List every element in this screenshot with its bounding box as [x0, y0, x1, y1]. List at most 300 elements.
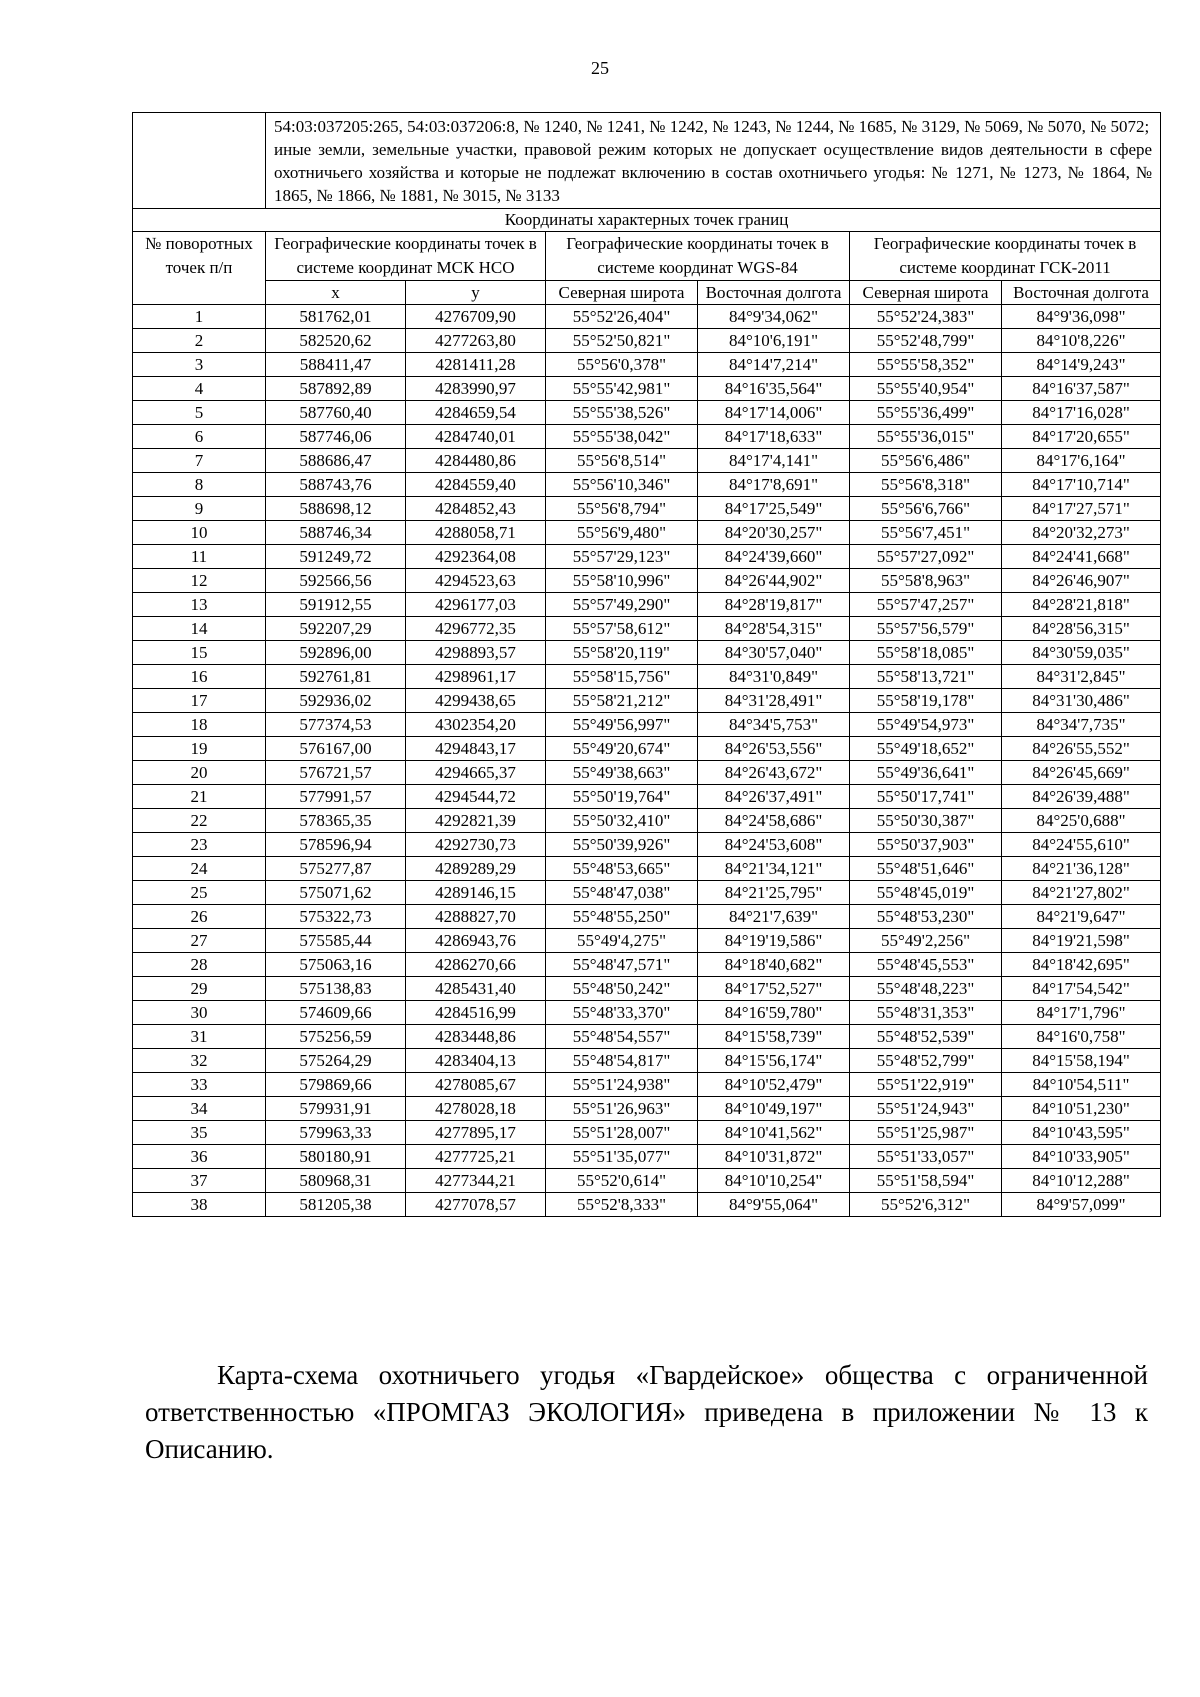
cell-msk-y: 4284740,01	[406, 425, 546, 449]
cell-point-number: 6	[133, 425, 266, 449]
cell-msk-y: 4298893,57	[406, 641, 546, 665]
table-row	[133, 425, 1161, 449]
cell-wgs-latitude: 55°56'9,480"	[546, 521, 698, 545]
cell-wgs-longitude: 84°30'57,040"	[698, 641, 850, 665]
cell-wgs-longitude: 84°26'44,902"	[698, 569, 850, 593]
cell-msk-y: 4296772,35	[406, 617, 546, 641]
cell-msk-y: 4276709,90	[406, 305, 546, 329]
header-row	[133, 232, 1161, 281]
cell-point-number: 23	[133, 833, 266, 857]
cell-wgs-latitude: 55°57'29,123"	[546, 545, 698, 569]
cell-gsk-latitude: 55°49'36,641"	[850, 761, 1002, 785]
cell-msk-y: 4286943,76	[406, 929, 546, 953]
cell-msk-x: 588698,12	[266, 497, 406, 521]
cell-gsk-longitude: 84°10'8,226"	[1002, 329, 1161, 353]
cell-msk-x: 582520,62	[266, 329, 406, 353]
cell-wgs-longitude: 84°17'25,549"	[698, 497, 850, 521]
cell-gsk-longitude: 84°26'45,669"	[1002, 761, 1161, 785]
cell-gsk-longitude: 84°26'55,552"	[1002, 737, 1161, 761]
cell-msk-x: 574609,66	[266, 1001, 406, 1025]
cell-point-number: 2	[133, 329, 266, 353]
cell-msk-x: 575277,87	[266, 857, 406, 881]
table-row	[133, 617, 1161, 641]
cell-wgs-longitude: 84°24'39,660"	[698, 545, 850, 569]
table-row	[133, 521, 1161, 545]
cell-point-number: 18	[133, 713, 266, 737]
cell-msk-x: 581762,01	[266, 305, 406, 329]
cell-msk-x: 579963,33	[266, 1121, 406, 1145]
header-x: х	[266, 281, 406, 305]
cell-msk-y: 4277263,80	[406, 329, 546, 353]
table-row	[133, 1097, 1161, 1121]
header-wgs-latitude: Северная широта	[546, 281, 698, 305]
cell-msk-x: 576721,57	[266, 761, 406, 785]
cell-wgs-longitude: 84°17'8,691"	[698, 473, 850, 497]
info-line-other-lands: иные земли, земельные участки, правовой режим которых не допускает осуществление видов деятельности в сфере охотничьего хозяйства и которые не подлежат включению в состав охотничьего угодья: № 1271, № 1273, № 1864, № 1865, № 1866, № 1881, № 3015, № 3133	[274, 140, 1153, 205]
cell-gsk-longitude: 84°17'1,796"	[1002, 1001, 1161, 1025]
header-wgs84: Географические координаты точек в системе координат WGS-84	[546, 232, 850, 281]
cell-gsk-longitude: 84°21'36,128"	[1002, 857, 1161, 881]
cell-gsk-latitude: 55°51'25,987"	[850, 1121, 1002, 1145]
cell-gsk-longitude: 84°30'59,035"	[1002, 641, 1161, 665]
table-row	[133, 761, 1161, 785]
cell-point-number: 21	[133, 785, 266, 809]
cell-msk-y: 4277344,21	[406, 1169, 546, 1193]
cell-point-number: 10	[133, 521, 266, 545]
cell-gsk-latitude: 55°51'24,943"	[850, 1097, 1002, 1121]
cell-gsk-latitude: 55°51'22,919"	[850, 1073, 1002, 1097]
cell-wgs-latitude: 55°58'10,996"	[546, 569, 698, 593]
cell-gsk-longitude: 84°26'39,488"	[1002, 785, 1161, 809]
cell-gsk-longitude: 84°9'36,098"	[1002, 305, 1161, 329]
cell-msk-x: 577991,57	[266, 785, 406, 809]
table-row	[133, 497, 1161, 521]
cell-wgs-longitude: 84°10'41,562"	[698, 1121, 850, 1145]
cell-wgs-longitude: 84°10'52,479"	[698, 1073, 850, 1097]
cell-wgs-longitude: 84°18'40,682"	[698, 953, 850, 977]
cell-wgs-longitude: 84°17'52,527"	[698, 977, 850, 1001]
cell-point-number: 31	[133, 1025, 266, 1049]
cell-wgs-longitude: 84°17'14,006"	[698, 401, 850, 425]
cell-msk-x: 579931,91	[266, 1097, 406, 1121]
cell-msk-y: 4283448,86	[406, 1025, 546, 1049]
cell-wgs-latitude: 55°48'54,557"	[546, 1025, 698, 1049]
cell-gsk-longitude: 84°14'9,243"	[1002, 353, 1161, 377]
cell-msk-x: 575585,44	[266, 929, 406, 953]
cell-msk-x: 575256,59	[266, 1025, 406, 1049]
cell-gsk-longitude: 84°17'27,571"	[1002, 497, 1161, 521]
table-row	[133, 857, 1161, 881]
cell-gsk-latitude: 55°48'52,799"	[850, 1049, 1002, 1073]
cell-wgs-longitude: 84°17'18,633"	[698, 425, 850, 449]
cell-wgs-latitude: 55°48'55,250"	[546, 905, 698, 929]
table-row	[133, 401, 1161, 425]
cell-point-number: 37	[133, 1169, 266, 1193]
cell-gsk-longitude: 84°17'6,164"	[1002, 449, 1161, 473]
cell-wgs-latitude: 55°49'20,674"	[546, 737, 698, 761]
cell-gsk-longitude: 84°17'20,655"	[1002, 425, 1161, 449]
cell-gsk-latitude: 55°56'6,486"	[850, 449, 1002, 473]
cell-msk-x: 580180,91	[266, 1145, 406, 1169]
cell-gsk-longitude: 84°28'21,818"	[1002, 593, 1161, 617]
cell-gsk-latitude: 55°56'8,318"	[850, 473, 1002, 497]
info-cell	[266, 113, 1161, 209]
cell-point-number: 13	[133, 593, 266, 617]
cell-wgs-latitude: 55°49'38,663"	[546, 761, 698, 785]
cell-gsk-latitude: 55°50'17,741"	[850, 785, 1002, 809]
cell-wgs-longitude: 84°17'4,141"	[698, 449, 850, 473]
cell-msk-x: 576167,00	[266, 737, 406, 761]
cell-msk-x: 575071,62	[266, 881, 406, 905]
table-row	[133, 977, 1161, 1001]
cell-wgs-latitude: 55°55'38,042"	[546, 425, 698, 449]
cell-msk-x: 588743,76	[266, 473, 406, 497]
cell-wgs-longitude: 84°28'19,817"	[698, 593, 850, 617]
cell-wgs-longitude: 84°20'30,257"	[698, 521, 850, 545]
table-row	[133, 953, 1161, 977]
cell-gsk-latitude: 55°56'6,766"	[850, 497, 1002, 521]
cell-point-number: 38	[133, 1193, 266, 1217]
cell-msk-x: 592761,81	[266, 665, 406, 689]
cell-gsk-latitude: 55°52'48,799"	[850, 329, 1002, 353]
cell-wgs-longitude: 84°15'56,174"	[698, 1049, 850, 1073]
cell-wgs-longitude: 84°26'37,491"	[698, 785, 850, 809]
cell-wgs-longitude: 84°21'25,795"	[698, 881, 850, 905]
table-row	[133, 1073, 1161, 1097]
cell-msk-x: 591249,72	[266, 545, 406, 569]
cell-msk-y: 4277895,17	[406, 1121, 546, 1145]
cell-msk-y: 4294544,72	[406, 785, 546, 809]
cell-wgs-latitude: 55°51'28,007"	[546, 1121, 698, 1145]
cell-point-number: 35	[133, 1121, 266, 1145]
cell-msk-y: 4294843,17	[406, 737, 546, 761]
cell-wgs-longitude: 84°9'34,062"	[698, 305, 850, 329]
table-row	[133, 353, 1161, 377]
cell-gsk-latitude: 55°51'58,594"	[850, 1169, 1002, 1193]
cell-gsk-longitude: 84°18'42,695"	[1002, 953, 1161, 977]
cell-wgs-latitude: 55°50'39,926"	[546, 833, 698, 857]
cell-msk-y: 4286270,66	[406, 953, 546, 977]
cell-msk-y: 4294523,63	[406, 569, 546, 593]
cell-gsk-latitude: 55°48'31,353"	[850, 1001, 1002, 1025]
cell-wgs-latitude: 55°48'47,571"	[546, 953, 698, 977]
cell-point-number: 17	[133, 689, 266, 713]
cell-wgs-longitude: 84°19'19,586"	[698, 929, 850, 953]
header-gsk2011: Географические координаты точек в системе координат ГСК-2011	[850, 232, 1161, 281]
cell-gsk-latitude: 55°48'53,230"	[850, 905, 1002, 929]
table-row	[133, 569, 1161, 593]
cell-msk-y: 4289146,15	[406, 881, 546, 905]
cell-wgs-longitude: 84°10'6,191"	[698, 329, 850, 353]
cell-gsk-longitude: 84°19'21,598"	[1002, 929, 1161, 953]
cell-point-number: 4	[133, 377, 266, 401]
cell-wgs-longitude: 84°21'7,639"	[698, 905, 850, 929]
cell-msk-y: 4285431,40	[406, 977, 546, 1001]
cell-gsk-longitude: 84°17'16,028"	[1002, 401, 1161, 425]
cell-wgs-latitude: 55°48'53,665"	[546, 857, 698, 881]
cell-msk-y: 4302354,20	[406, 713, 546, 737]
cell-point-number: 26	[133, 905, 266, 929]
cell-wgs-latitude: 55°48'54,817"	[546, 1049, 698, 1073]
cell-wgs-latitude: 55°56'8,514"	[546, 449, 698, 473]
cell-msk-y: 4288827,70	[406, 905, 546, 929]
cell-wgs-latitude: 55°49'56,997"	[546, 713, 698, 737]
cell-gsk-longitude: 84°25'0,688"	[1002, 809, 1161, 833]
table-title: Координаты характерных точек границ	[133, 209, 1161, 232]
cell-msk-y: 4292821,39	[406, 809, 546, 833]
cell-point-number: 27	[133, 929, 266, 953]
cell-gsk-latitude: 55°56'7,451"	[850, 521, 1002, 545]
cell-msk-x: 592936,02	[266, 689, 406, 713]
cell-point-number: 12	[133, 569, 266, 593]
cell-gsk-longitude: 84°24'55,610"	[1002, 833, 1161, 857]
table-row	[133, 1049, 1161, 1073]
cell-point-number: 34	[133, 1097, 266, 1121]
cell-wgs-longitude: 84°24'58,686"	[698, 809, 850, 833]
cell-point-number: 14	[133, 617, 266, 641]
cell-point-number: 1	[133, 305, 266, 329]
cell-gsk-longitude: 84°10'43,595"	[1002, 1121, 1161, 1145]
table-row	[133, 1025, 1161, 1049]
subheader-row	[133, 281, 1161, 305]
cell-gsk-latitude: 55°58'18,085"	[850, 641, 1002, 665]
cell-msk-y: 4292730,73	[406, 833, 546, 857]
cell-wgs-longitude: 84°34'5,753"	[698, 713, 850, 737]
cell-msk-y: 4288058,71	[406, 521, 546, 545]
coordinates-table	[132, 112, 1161, 1217]
cell-gsk-longitude: 84°9'57,099"	[1002, 1193, 1161, 1217]
cell-wgs-latitude: 55°52'50,821"	[546, 329, 698, 353]
cell-gsk-latitude: 55°55'36,499"	[850, 401, 1002, 425]
cell-msk-x: 575264,29	[266, 1049, 406, 1073]
cell-point-number: 11	[133, 545, 266, 569]
table-row	[133, 905, 1161, 929]
cell-msk-x: 579869,66	[266, 1073, 406, 1097]
table-row	[133, 1193, 1161, 1217]
cell-msk-y: 4296177,03	[406, 593, 546, 617]
cell-wgs-latitude: 55°56'0,378"	[546, 353, 698, 377]
table-row	[133, 1001, 1161, 1025]
cell-point-number: 16	[133, 665, 266, 689]
info-line-cadastral: 54:03:037205:265, 54:03:037206:8, № 1240, № 1241, № 1242, № 1243, № 1244, № 1685, № 3129, № 5069, № 5070, № 5072;	[274, 117, 1150, 136]
cell-msk-y: 4284559,40	[406, 473, 546, 497]
footer-paragraph: Карта-схема охотничьего угодья «Гвардейское» общества с ограниченной ответственностью «ПРОМГАЗ ЭКОЛОГИЯ» приведена в приложении № 13 к Описанию.	[145, 1360, 1148, 1464]
header-point-number: № поворотных точек п/п	[133, 232, 266, 305]
cell-gsk-longitude: 84°10'54,511"	[1002, 1073, 1161, 1097]
cell-gsk-longitude: 84°28'56,315"	[1002, 617, 1161, 641]
cell-gsk-longitude: 84°17'54,542"	[1002, 977, 1161, 1001]
cell-gsk-latitude: 55°58'8,963"	[850, 569, 1002, 593]
cell-wgs-longitude: 84°24'53,608"	[698, 833, 850, 857]
cell-point-number: 28	[133, 953, 266, 977]
cell-wgs-latitude: 55°49'4,275"	[546, 929, 698, 953]
cell-gsk-longitude: 84°24'41,668"	[1002, 545, 1161, 569]
cell-msk-y: 4292364,08	[406, 545, 546, 569]
cell-wgs-longitude: 84°10'10,254"	[698, 1169, 850, 1193]
table-row	[133, 305, 1161, 329]
cell-wgs-latitude: 55°51'26,963"	[546, 1097, 698, 1121]
cell-wgs-longitude: 84°14'7,214"	[698, 353, 850, 377]
cell-gsk-latitude: 55°57'47,257"	[850, 593, 1002, 617]
table-row	[133, 833, 1161, 857]
cell-wgs-latitude: 55°57'58,612"	[546, 617, 698, 641]
cell-wgs-latitude: 55°52'0,614"	[546, 1169, 698, 1193]
cell-gsk-latitude: 55°48'52,539"	[850, 1025, 1002, 1049]
cell-msk-x: 587760,40	[266, 401, 406, 425]
cell-wgs-latitude: 55°51'24,938"	[546, 1073, 698, 1097]
cell-msk-y: 4284659,54	[406, 401, 546, 425]
cell-gsk-latitude: 55°48'45,553"	[850, 953, 1002, 977]
cell-wgs-latitude: 55°52'8,333"	[546, 1193, 698, 1217]
cell-msk-x: 587892,89	[266, 377, 406, 401]
cell-gsk-longitude: 84°16'37,587"	[1002, 377, 1161, 401]
cell-gsk-longitude: 84°15'58,194"	[1002, 1049, 1161, 1073]
cell-wgs-latitude: 55°58'15,756"	[546, 665, 698, 689]
cell-wgs-longitude: 84°16'35,564"	[698, 377, 850, 401]
cell-gsk-latitude: 55°50'37,903"	[850, 833, 1002, 857]
cell-gsk-latitude: 55°55'58,352"	[850, 353, 1002, 377]
cell-msk-x: 587746,06	[266, 425, 406, 449]
cell-gsk-longitude: 84°20'32,273"	[1002, 521, 1161, 545]
cell-msk-x: 575138,83	[266, 977, 406, 1001]
cell-gsk-longitude: 84°34'7,735"	[1002, 713, 1161, 737]
cell-point-number: 29	[133, 977, 266, 1001]
cell-msk-y: 4299438,65	[406, 689, 546, 713]
cell-msk-x: 577374,53	[266, 713, 406, 737]
cell-msk-y: 4278028,18	[406, 1097, 546, 1121]
cell-gsk-latitude: 55°49'54,973"	[850, 713, 1002, 737]
table-row	[133, 713, 1161, 737]
cell-wgs-longitude: 84°26'43,672"	[698, 761, 850, 785]
cell-wgs-longitude: 84°31'0,849"	[698, 665, 850, 689]
cell-point-number: 15	[133, 641, 266, 665]
cell-msk-y: 4289289,29	[406, 857, 546, 881]
cell-wgs-latitude: 55°56'10,346"	[546, 473, 698, 497]
table-row	[133, 1169, 1161, 1193]
cell-wgs-latitude: 55°50'19,764"	[546, 785, 698, 809]
cell-gsk-latitude: 55°51'33,057"	[850, 1145, 1002, 1169]
cell-wgs-longitude: 84°21'34,121"	[698, 857, 850, 881]
cell-wgs-latitude: 55°48'47,038"	[546, 881, 698, 905]
info-row	[133, 113, 1161, 209]
cell-gsk-latitude: 55°49'2,256"	[850, 929, 1002, 953]
table-row	[133, 737, 1161, 761]
cell-wgs-latitude: 55°51'35,077"	[546, 1145, 698, 1169]
cell-msk-x: 578596,94	[266, 833, 406, 857]
cell-gsk-latitude: 55°48'48,223"	[850, 977, 1002, 1001]
cell-point-number: 9	[133, 497, 266, 521]
cell-gsk-latitude: 55°57'56,579"	[850, 617, 1002, 641]
cell-msk-x: 592566,56	[266, 569, 406, 593]
cell-wgs-latitude: 55°50'32,410"	[546, 809, 698, 833]
cell-msk-y: 4284480,86	[406, 449, 546, 473]
cell-point-number: 32	[133, 1049, 266, 1073]
cell-gsk-latitude: 55°52'6,312"	[850, 1193, 1002, 1217]
table-row	[133, 665, 1161, 689]
table-row	[133, 545, 1161, 569]
table-row	[133, 377, 1161, 401]
table-row	[133, 593, 1161, 617]
cell-msk-x: 578365,35	[266, 809, 406, 833]
table-row	[133, 929, 1161, 953]
cell-wgs-latitude: 55°58'20,119"	[546, 641, 698, 665]
cell-gsk-longitude: 84°10'33,905"	[1002, 1145, 1161, 1169]
cell-gsk-longitude: 84°31'2,845"	[1002, 665, 1161, 689]
cell-point-number: 3	[133, 353, 266, 377]
cell-gsk-latitude: 55°52'24,383"	[850, 305, 1002, 329]
cell-wgs-latitude: 55°55'38,526"	[546, 401, 698, 425]
cell-wgs-latitude: 55°48'50,242"	[546, 977, 698, 1001]
cell-point-number: 36	[133, 1145, 266, 1169]
cell-gsk-longitude: 84°31'30,486"	[1002, 689, 1161, 713]
cell-msk-y: 4283990,97	[406, 377, 546, 401]
table-row	[133, 449, 1161, 473]
cell-msk-y: 4277725,21	[406, 1145, 546, 1169]
cell-gsk-latitude: 55°58'19,178"	[850, 689, 1002, 713]
header-msk-nso: Географические координаты точек в системе координат МСК НСО	[266, 232, 546, 281]
cell-gsk-latitude: 55°50'30,387"	[850, 809, 1002, 833]
header-wgs-longitude: Восточная долгота	[698, 281, 850, 305]
table-row	[133, 473, 1161, 497]
header-gsk-longitude: Восточная долгота	[1002, 281, 1161, 305]
cell-msk-x: 575063,16	[266, 953, 406, 977]
table-row	[133, 1145, 1161, 1169]
cell-msk-x: 580968,31	[266, 1169, 406, 1193]
cell-gsk-latitude: 55°55'36,015"	[850, 425, 1002, 449]
cell-msk-y: 4284852,43	[406, 497, 546, 521]
header-gsk-latitude: Северная широта	[850, 281, 1002, 305]
cell-gsk-longitude: 84°10'12,288"	[1002, 1169, 1161, 1193]
cell-gsk-longitude: 84°21'9,647"	[1002, 905, 1161, 929]
cell-gsk-longitude: 84°26'46,907"	[1002, 569, 1161, 593]
cell-wgs-longitude: 84°10'31,872"	[698, 1145, 850, 1169]
table-row	[133, 785, 1161, 809]
cell-point-number: 20	[133, 761, 266, 785]
cell-gsk-longitude: 84°21'27,802"	[1002, 881, 1161, 905]
cell-gsk-latitude: 55°55'40,954"	[850, 377, 1002, 401]
cell-msk-y: 4283404,13	[406, 1049, 546, 1073]
cell-wgs-longitude: 84°15'58,739"	[698, 1025, 850, 1049]
cell-gsk-latitude: 55°57'27,092"	[850, 545, 1002, 569]
table-row	[133, 329, 1161, 353]
cell-msk-x: 581205,38	[266, 1193, 406, 1217]
cell-point-number: 8	[133, 473, 266, 497]
cell-gsk-longitude: 84°10'51,230"	[1002, 1097, 1161, 1121]
cell-point-number: 33	[133, 1073, 266, 1097]
cell-msk-x: 588411,47	[266, 353, 406, 377]
cell-msk-x: 592896,00	[266, 641, 406, 665]
cell-wgs-longitude: 84°16'59,780"	[698, 1001, 850, 1025]
cell-gsk-latitude: 55°49'18,652"	[850, 737, 1002, 761]
cell-wgs-longitude: 84°26'53,556"	[698, 737, 850, 761]
cell-wgs-latitude: 55°48'33,370"	[546, 1001, 698, 1025]
cell-wgs-longitude: 84°9'55,064"	[698, 1193, 850, 1217]
table-title-row	[133, 209, 1161, 232]
cell-wgs-longitude: 84°31'28,491"	[698, 689, 850, 713]
cell-msk-x: 588746,34	[266, 521, 406, 545]
coordinate-rows	[133, 305, 1161, 1217]
info-empty-cell	[133, 113, 266, 209]
cell-point-number: 5	[133, 401, 266, 425]
header-y: у	[406, 281, 546, 305]
cell-point-number: 7	[133, 449, 266, 473]
cell-msk-y: 4284516,99	[406, 1001, 546, 1025]
cell-wgs-latitude: 55°55'42,981"	[546, 377, 698, 401]
cell-wgs-longitude: 84°28'54,315"	[698, 617, 850, 641]
table-row	[133, 809, 1161, 833]
cell-msk-y: 4281411,28	[406, 353, 546, 377]
cell-wgs-latitude: 55°57'49,290"	[546, 593, 698, 617]
